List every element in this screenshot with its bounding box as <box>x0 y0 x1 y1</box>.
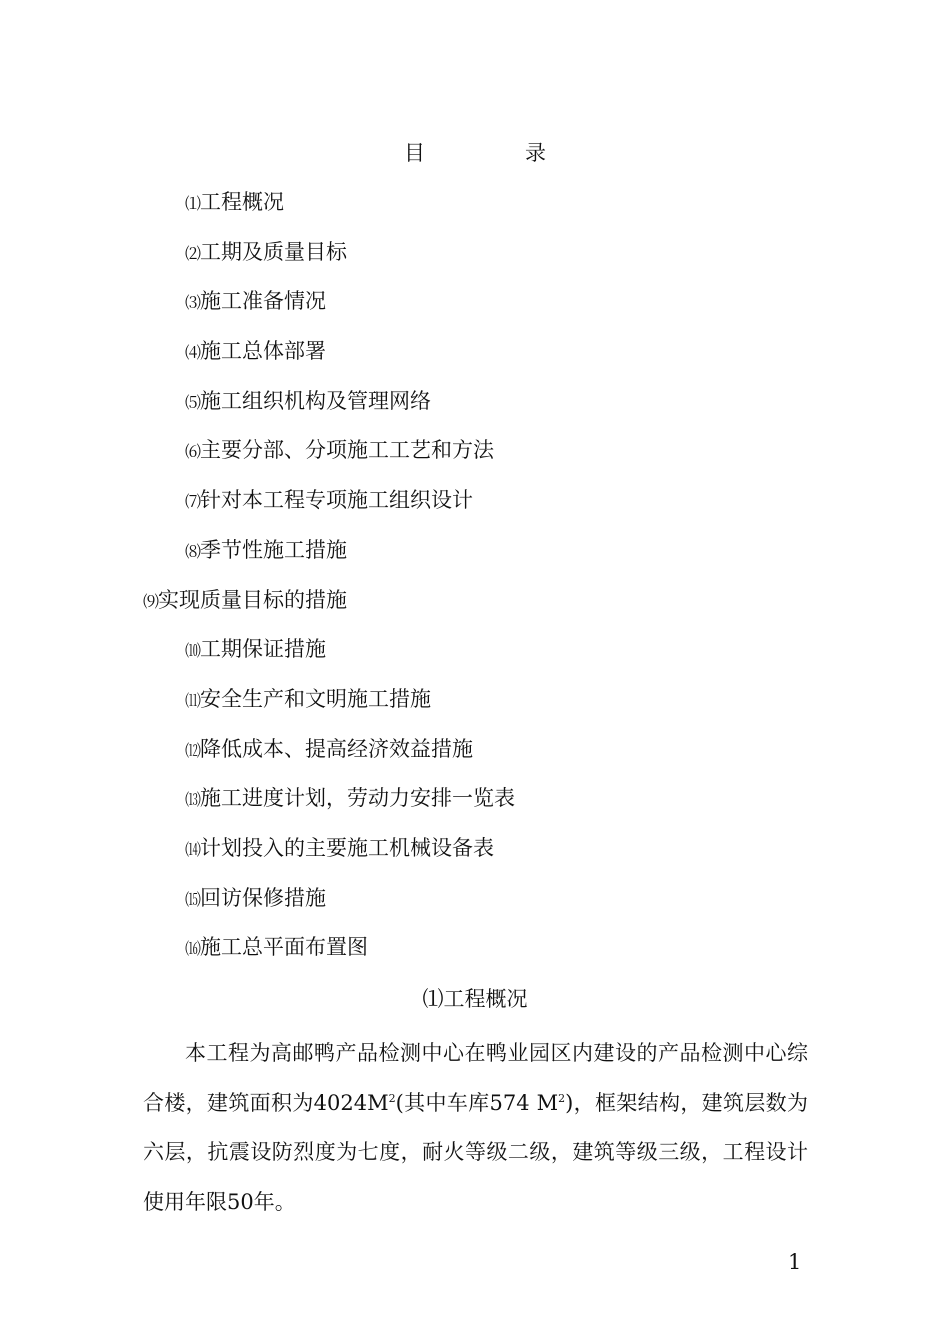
toc-item-number: ⑶ <box>185 293 201 313</box>
toc-item-text: 工期及质量目标 <box>200 239 348 264</box>
toc-item <box>0 879 950 929</box>
toc-item <box>0 233 950 283</box>
toc-item-number: ⑽ <box>185 641 201 661</box>
toc-item-text: 施工总平面布置图 <box>200 935 369 960</box>
toc-item-number: ⑾ <box>185 690 201 710</box>
toc-item-text: 回访保修措施 <box>200 885 327 910</box>
toc-item-number: ⑵ <box>185 243 201 263</box>
toc-item <box>0 431 950 481</box>
toc-item <box>0 928 950 978</box>
toc-item <box>0 282 950 332</box>
toc-item-text: 降低成本、提高经济效益措施 <box>200 736 474 761</box>
toc-item-text: 针对本工程专项施工组织设计 <box>200 488 474 513</box>
toc-item <box>0 581 950 631</box>
toc-item-number: ⒂ <box>185 889 201 909</box>
toc-item-number: ⒁ <box>185 839 201 859</box>
toc-item <box>0 531 950 581</box>
section-heading: ⑴工程概况 <box>422 987 528 1011</box>
toc-item-text: 计划投入的主要施工机械设备表 <box>200 835 495 860</box>
paragraph-text-3: )，框架结构，建筑层数为六层，抗震设防烈度为七度，耐火等级二级，建筑等级三级，工程设计使用年限50年。 <box>143 1090 808 1214</box>
toc-item-text: 安全生产和文明施工措施 <box>200 686 432 711</box>
toc-item-number: ⑻ <box>185 541 201 561</box>
toc-item-text: 实现质量目标的措施 <box>158 587 348 612</box>
paragraph-text-2: (其中车库574 M <box>395 1090 559 1115</box>
toc-item-number: ⑺ <box>185 492 201 512</box>
superscript-2: 2 <box>558 1091 566 1105</box>
body-paragraph <box>143 1029 808 1227</box>
paragraph-text-1: 本工程为高邮鸭产品检测中心在鸭业园区内建设的产品检测中心综合楼，建筑面积为4024M <box>143 1041 808 1115</box>
toc-item <box>0 829 950 879</box>
toc-item-number: ⑼ <box>143 591 159 611</box>
toc-item <box>0 680 950 730</box>
toc-item <box>0 332 950 382</box>
toc-item-text: 主要分部、分项施工工艺和方法 <box>200 438 495 463</box>
toc-title-char-1: 目 <box>404 141 425 165</box>
page-number: 1 <box>788 1250 802 1274</box>
toc-item-number: ⑴ <box>185 194 201 213</box>
toc-item <box>0 730 950 780</box>
toc-item-number: ⒀ <box>185 790 201 810</box>
toc-list <box>0 183 950 978</box>
toc-item-text: 施工准备情况 <box>200 289 327 314</box>
toc-item-number: ⑿ <box>185 740 201 760</box>
superscript-2: 2 <box>388 1091 396 1105</box>
toc-item-text: 工期保证措施 <box>200 637 327 662</box>
toc-item-text: 施工组织机构及管理网络 <box>200 388 432 413</box>
toc-item <box>0 382 950 432</box>
toc-item <box>0 481 950 531</box>
toc-item-text: 施工进度计划，劳动力安排一览表 <box>200 786 516 811</box>
toc-title <box>0 136 950 170</box>
toc-item-number: ⑷ <box>185 343 201 363</box>
toc-item-text: 季节性施工措施 <box>200 537 348 562</box>
toc-item <box>0 779 950 829</box>
toc-title-char-2: 录 <box>525 141 546 165</box>
toc-item-text: 施工总体部署 <box>200 339 327 364</box>
toc-item-text: 工程概况 <box>200 190 285 214</box>
toc-item-number: ⑸ <box>185 392 201 412</box>
toc-item <box>0 630 950 680</box>
toc-item-number: ⑹ <box>185 442 201 462</box>
toc-item <box>0 183 950 233</box>
toc-item-number: ⒃ <box>185 939 201 959</box>
